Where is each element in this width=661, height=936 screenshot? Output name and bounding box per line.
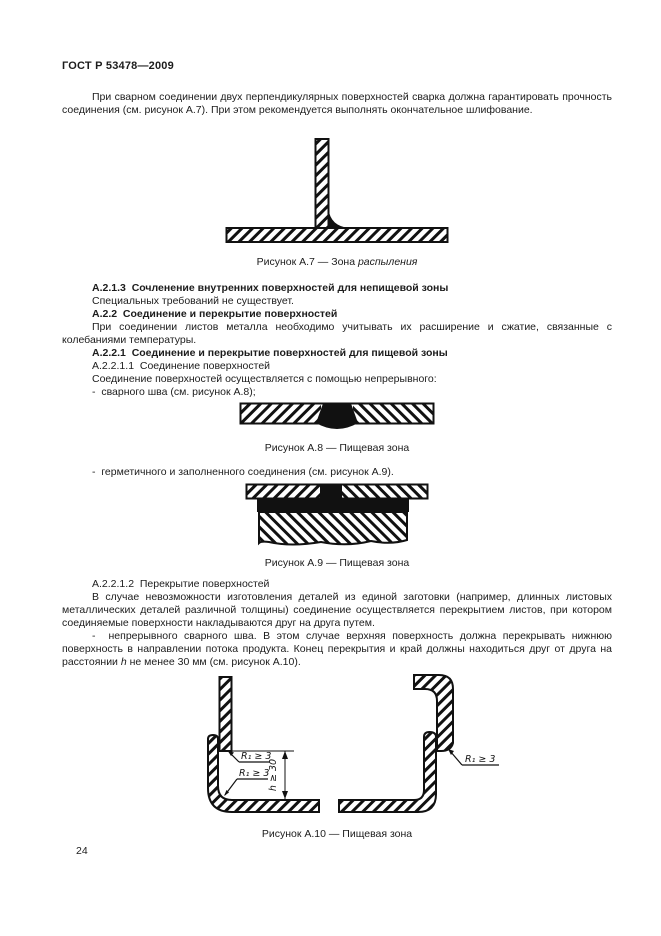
figure-a9-drawing — [245, 483, 429, 551]
left-overlap-drawing — [208, 677, 319, 812]
top-left-plate — [247, 485, 320, 498]
inner-sheet — [220, 677, 232, 751]
paragraph-a2212-1: В случае невозможности изготовления деталей из единой заготовки (например, длинных листовых металлических деталей различной толщины) соединение осуществляется перекрытием листов, при котором соединяемые поверхности накладываются друг на друга путем. — [62, 591, 612, 629]
list-item-weld: - сварного шва (см. рисунок А.8); — [92, 386, 256, 398]
heading-a213: А.2.1.3 Сочленение внутренних поверхностей для непищевой зоны — [92, 282, 449, 294]
paragraph-a213: Специальных требований не существует. — [92, 295, 294, 307]
bottom-plate — [259, 512, 407, 545]
figure-a10-caption: Рисунок А.10 — Пищевая зона — [261, 828, 413, 840]
leader-arrow-1 — [228, 751, 234, 756]
page-number: 24 — [76, 845, 88, 857]
figure-a9-caption: Рисунок А.9 — Пищевая зона — [264, 557, 410, 569]
figure-a7-caption-italic: распыления — [357, 256, 418, 268]
heading-a2212: А.2.2.1.2 Перекрытие поверхностей — [92, 578, 270, 590]
left-plate — [241, 404, 321, 423]
paragraph-a2211: Соединение поверхностей осуществляется с помощью непрерывного: — [92, 373, 437, 385]
figure-a7 — [62, 137, 612, 245]
radius-label-3: R₁ ≥ 3 — [465, 754, 496, 765]
paragraph-a2212-2-tail: не менее 30 мм (см. рисунок А.10). — [126, 656, 301, 668]
right-overlap-drawing — [339, 675, 499, 812]
joint-gap-fill — [320, 484, 342, 499]
figure-a7-caption — [62, 256, 612, 269]
right-plate — [353, 404, 433, 423]
figure-a8-drawing — [239, 402, 435, 434]
heading-a221: А.2.2.1 Соединение и перекрытие поверхностей для пищевой зоны — [92, 347, 448, 359]
figure-a10-drawing — [162, 671, 512, 823]
dimension-h-symbol: h — [120, 656, 127, 668]
weld-bead — [316, 404, 358, 430]
paragraph-a2212-2-text: - непрерывного сварного шва. В этом случае верхняя поверхность должна перекрывать нижнюю поверхность в направлении потока продукта. Конец перекрытия и край должны находиться друг от друга на расстоянии — [62, 630, 612, 668]
sealant-layer — [257, 499, 409, 512]
figure-a8 — [62, 402, 612, 434]
radius-label-2: R₁ ≥ 3 — [239, 768, 270, 779]
list-item-seal: - герметичного и заполненного соединения (см. рисунок А.9). — [92, 466, 394, 478]
weld-fillet — [328, 209, 349, 228]
dimension-arrow-down — [282, 791, 288, 799]
paragraph-intro: При сварном соединении двух перпендикулярных поверхностей сварка должна гарантировать прочность соединения (см. рисунок А.7). При этом рекомендуется выполнять окончательное шлифование. — [62, 91, 612, 116]
lower-sheet — [339, 732, 436, 812]
vertical-plate — [315, 139, 328, 229]
content-column — [62, 60, 612, 841]
heading-a22: А.2.2 Соединение и перекрытие поверхностей — [92, 308, 338, 320]
horizontal-plate — [226, 228, 447, 242]
paragraph-a22: При соединении листов металла необходимо учитывать их расширение и сжатие, связанные с колебаниями температуры. — [62, 321, 612, 346]
figure-a7-caption-text: Рисунок А.7 — Зона — [256, 256, 358, 268]
document-header-title: ГОСТ Р 53478—2009 — [62, 60, 174, 72]
dimension-arrow-up — [282, 751, 288, 759]
heading-a2211: А.2.2.1.1 Соединение поверхностей — [92, 360, 271, 372]
top-right-plate — [342, 485, 427, 498]
figure-a8-caption: Рисунок А.8 — Пищевая зона — [264, 442, 410, 454]
radius-label-1: R₁ ≥ 3 — [241, 751, 272, 762]
height-dimension-label: h ≥ 30 — [268, 758, 279, 792]
figure-a7-drawing — [225, 137, 450, 245]
figure-a9 — [62, 483, 612, 551]
paragraph-a2212-2 — [62, 630, 612, 669]
figure-a10 — [62, 671, 612, 823]
